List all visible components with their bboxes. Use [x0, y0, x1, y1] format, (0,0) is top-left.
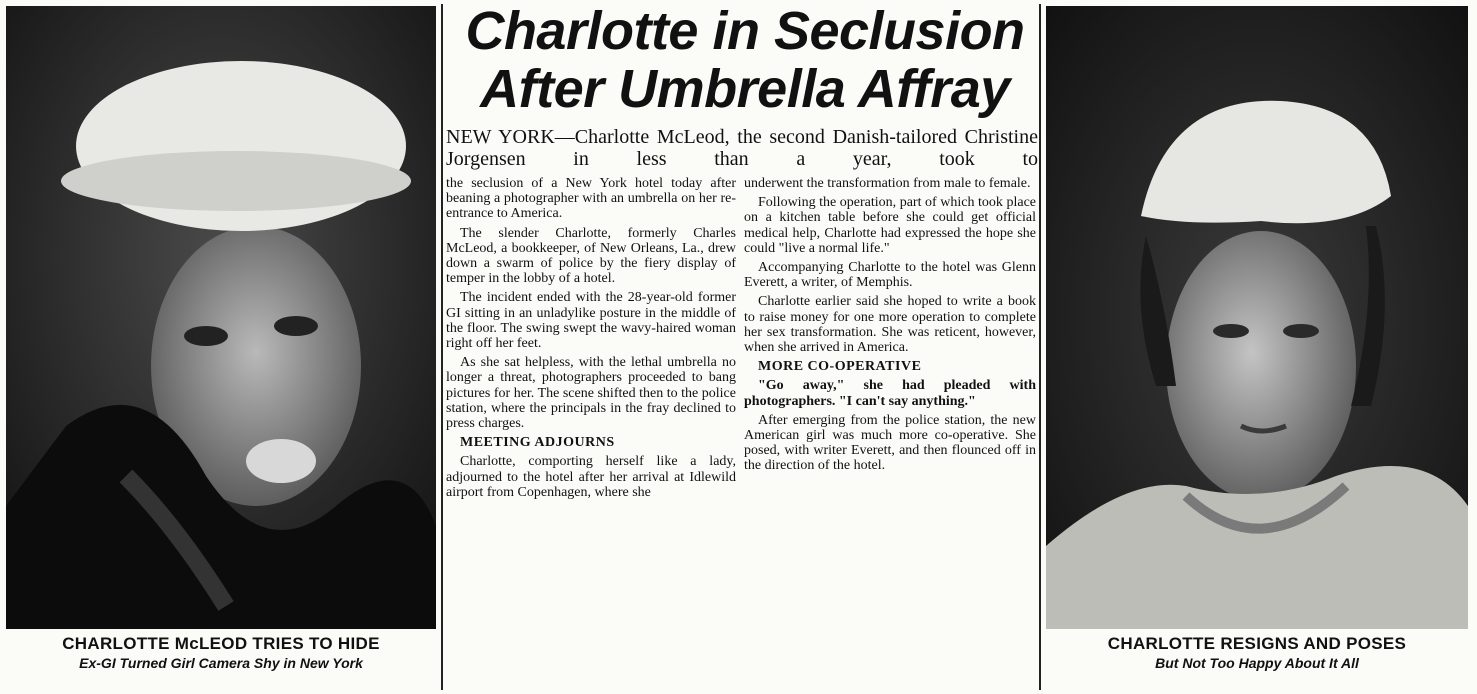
paragraph: the seclusion of a New York hotel today after beaning a photographer with an umbrella on her re-entrance to America. [446, 176, 736, 222]
article-column-1 [446, 176, 736, 504]
lede-paragraph: NEW YORK—Charlotte McLeod, the second Danish-tailored Christine Jorgensen in less than a year, took to [446, 126, 1038, 170]
paragraph: underwent the transformation from male to female. [744, 176, 1031, 191]
subheading: MEETING ADJOURNS [460, 435, 615, 451]
subheading: MORE CO-OPERATIVE [758, 359, 922, 375]
caption-left-title: CHARLOTTE McLEOD TRIES TO HIDE [62, 634, 380, 653]
paragraph: The slender Charlotte, formerly Charles McLeod, a bookkeeper, of New Orleans, La., drew down a swarm of police by the fiery display of temper in the lobby of a hotel. [446, 225, 736, 287]
article-column-2 [744, 176, 1036, 478]
paragraph: The incident ended with the 28-year-old former GI sitting in an unladylike posture in the middle of the floor. The swing swept the wavy-haired woman right off her feet. [446, 290, 736, 352]
caption-right-title: CHARLOTTE RESIGNS AND POSES [1107, 634, 1407, 653]
photo-charlotte-posing [1046, 6, 1468, 629]
paragraph: Charlotte earlier said she hoped to write a book to raise money for one more operation to complete her sex transformation. She was reticent, however, when she arrived in America. [744, 294, 1036, 356]
headline-line-1: Charlotte in Seclusion [465, 1, 1025, 61]
paragraph: As she sat helpless, with the lethal umbrella no longer a threat, photographers proceeded to bang pictures for her. The scene shifted then to the police station, where the principals in the fray declined to press charges. [446, 355, 736, 432]
paragraph: Charlotte, comporting herself like a lady, adjourned to the hotel after her arrival at Idlewild airport from Copenhagen, where she [446, 454, 736, 500]
caption-right-subtitle: But Not Too Happy About It All [1155, 655, 1359, 671]
column-rule-left [441, 4, 443, 690]
photo-charlotte-hiding [6, 6, 436, 629]
caption-right [1046, 634, 1468, 672]
paragraph: After emerging from the police station, the new American girl was much more co-operative. She posed, with writer Everett, and then flounced off in the direction of the hotel. [744, 412, 1036, 474]
caption-left [6, 634, 436, 672]
caption-left-subtitle: Ex-GI Turned Girl Camera Shy in New York [79, 655, 363, 671]
paragraph: Accompanying Charlotte to the hotel was Glenn Everett, a writer, of Memphis. [744, 260, 1036, 291]
headline-line-2: After Umbrella Affray [480, 59, 1010, 119]
headline [450, 2, 1040, 118]
paragraph: Following the operation, part of which took place on a kitchen table before she could get official medical help, Charlotte had expressed the hope she could "live a normal life." [744, 195, 1036, 256]
quote-paragraph: "Go away," she had pleaded with photographers. "I can't say anything." [744, 378, 1036, 409]
